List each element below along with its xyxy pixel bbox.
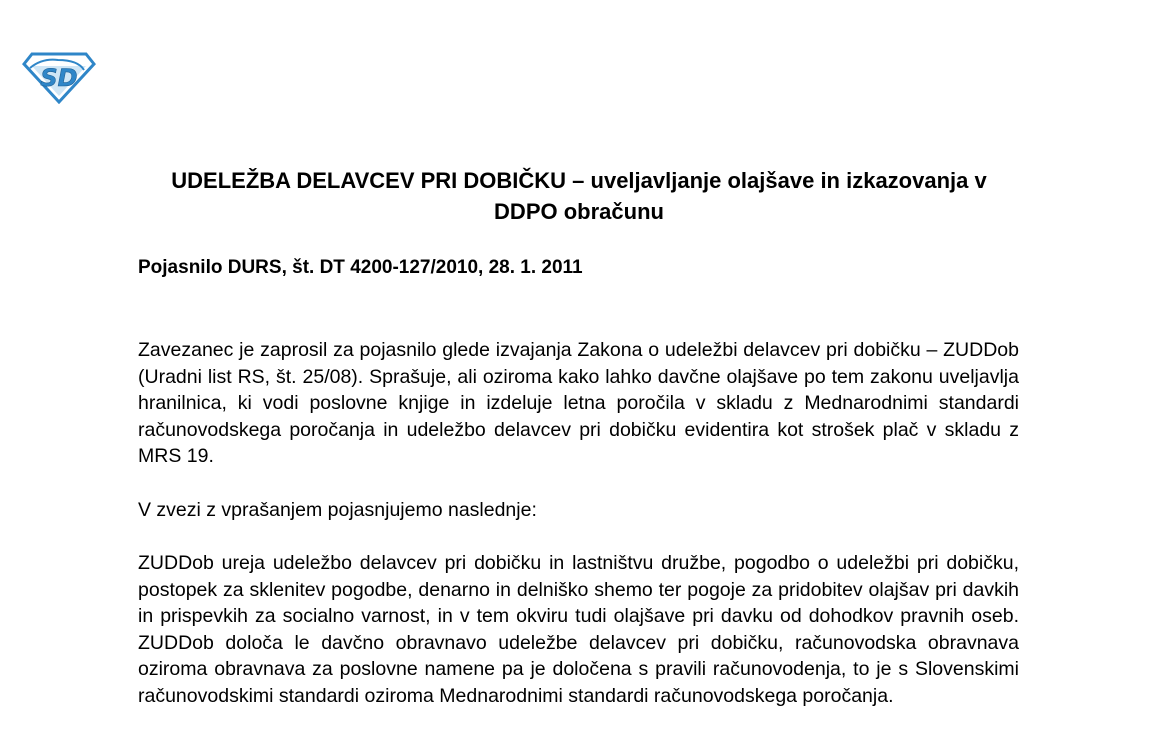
document-subtitle: Pojasnilo DURS, št. DT 4200-127/2010, 28. 1. 2011: [138, 257, 583, 278]
svg-text:SD: SD: [40, 64, 78, 92]
logo-icon: [22, 50, 96, 104]
paragraph-question: Zavezanec je zaprosil za pojasnilo glede izvajanja Zakona o udeležbi delavcev pri dobičku – ZUDDob (Uradni list RS, št. 25/08). Sprašuje, ali oziroma kako lahko davčne olajšave po tem zakonu uveljavlja hranilnica, ki vodi poslovne knjige in izdeluje letna poročila v skladu z Mednarodnimi standardi računovodskega poročanja in udeležbo delavcev pri dobičku evidentira kot strošek plač v skladu z MRS 19.: [138, 339, 1019, 468]
paragraph-intro: V zvezi z vprašanjem pojasnjujemo naslednje:: [138, 499, 537, 521]
paragraph-explanation: ZUDDob ureja udeležbo delavcev pri dobičku in lastništvu družbe, pogodbo o udeležbi pri dobičku, postopek za sklenitev pogodbe, denarno in delniško shemo ter pogoje za pridobitev olajšav pri davkih in prispevkih za socialno varnost, in v tem okviru tudi olajšave pri davku od dohodkov pravnih oseb. ZUDDob določa le davčno obravnavo udeležbe delavcev pri dobičku, računovodska obravnava oziroma obravnava za poslovne namene pa je določena s pravili računovodenja, to je s Slovenskimi računovodskimi standardi oziroma Mednarodnimi standardi računovodskega poročanja.: [138, 552, 1019, 707]
document-title: UDELEŽBA DELAVCEV PRI DOBIČKU – uveljavljanje olajšave in izkazovanja v DDPO obračunu: [171, 168, 987, 224]
